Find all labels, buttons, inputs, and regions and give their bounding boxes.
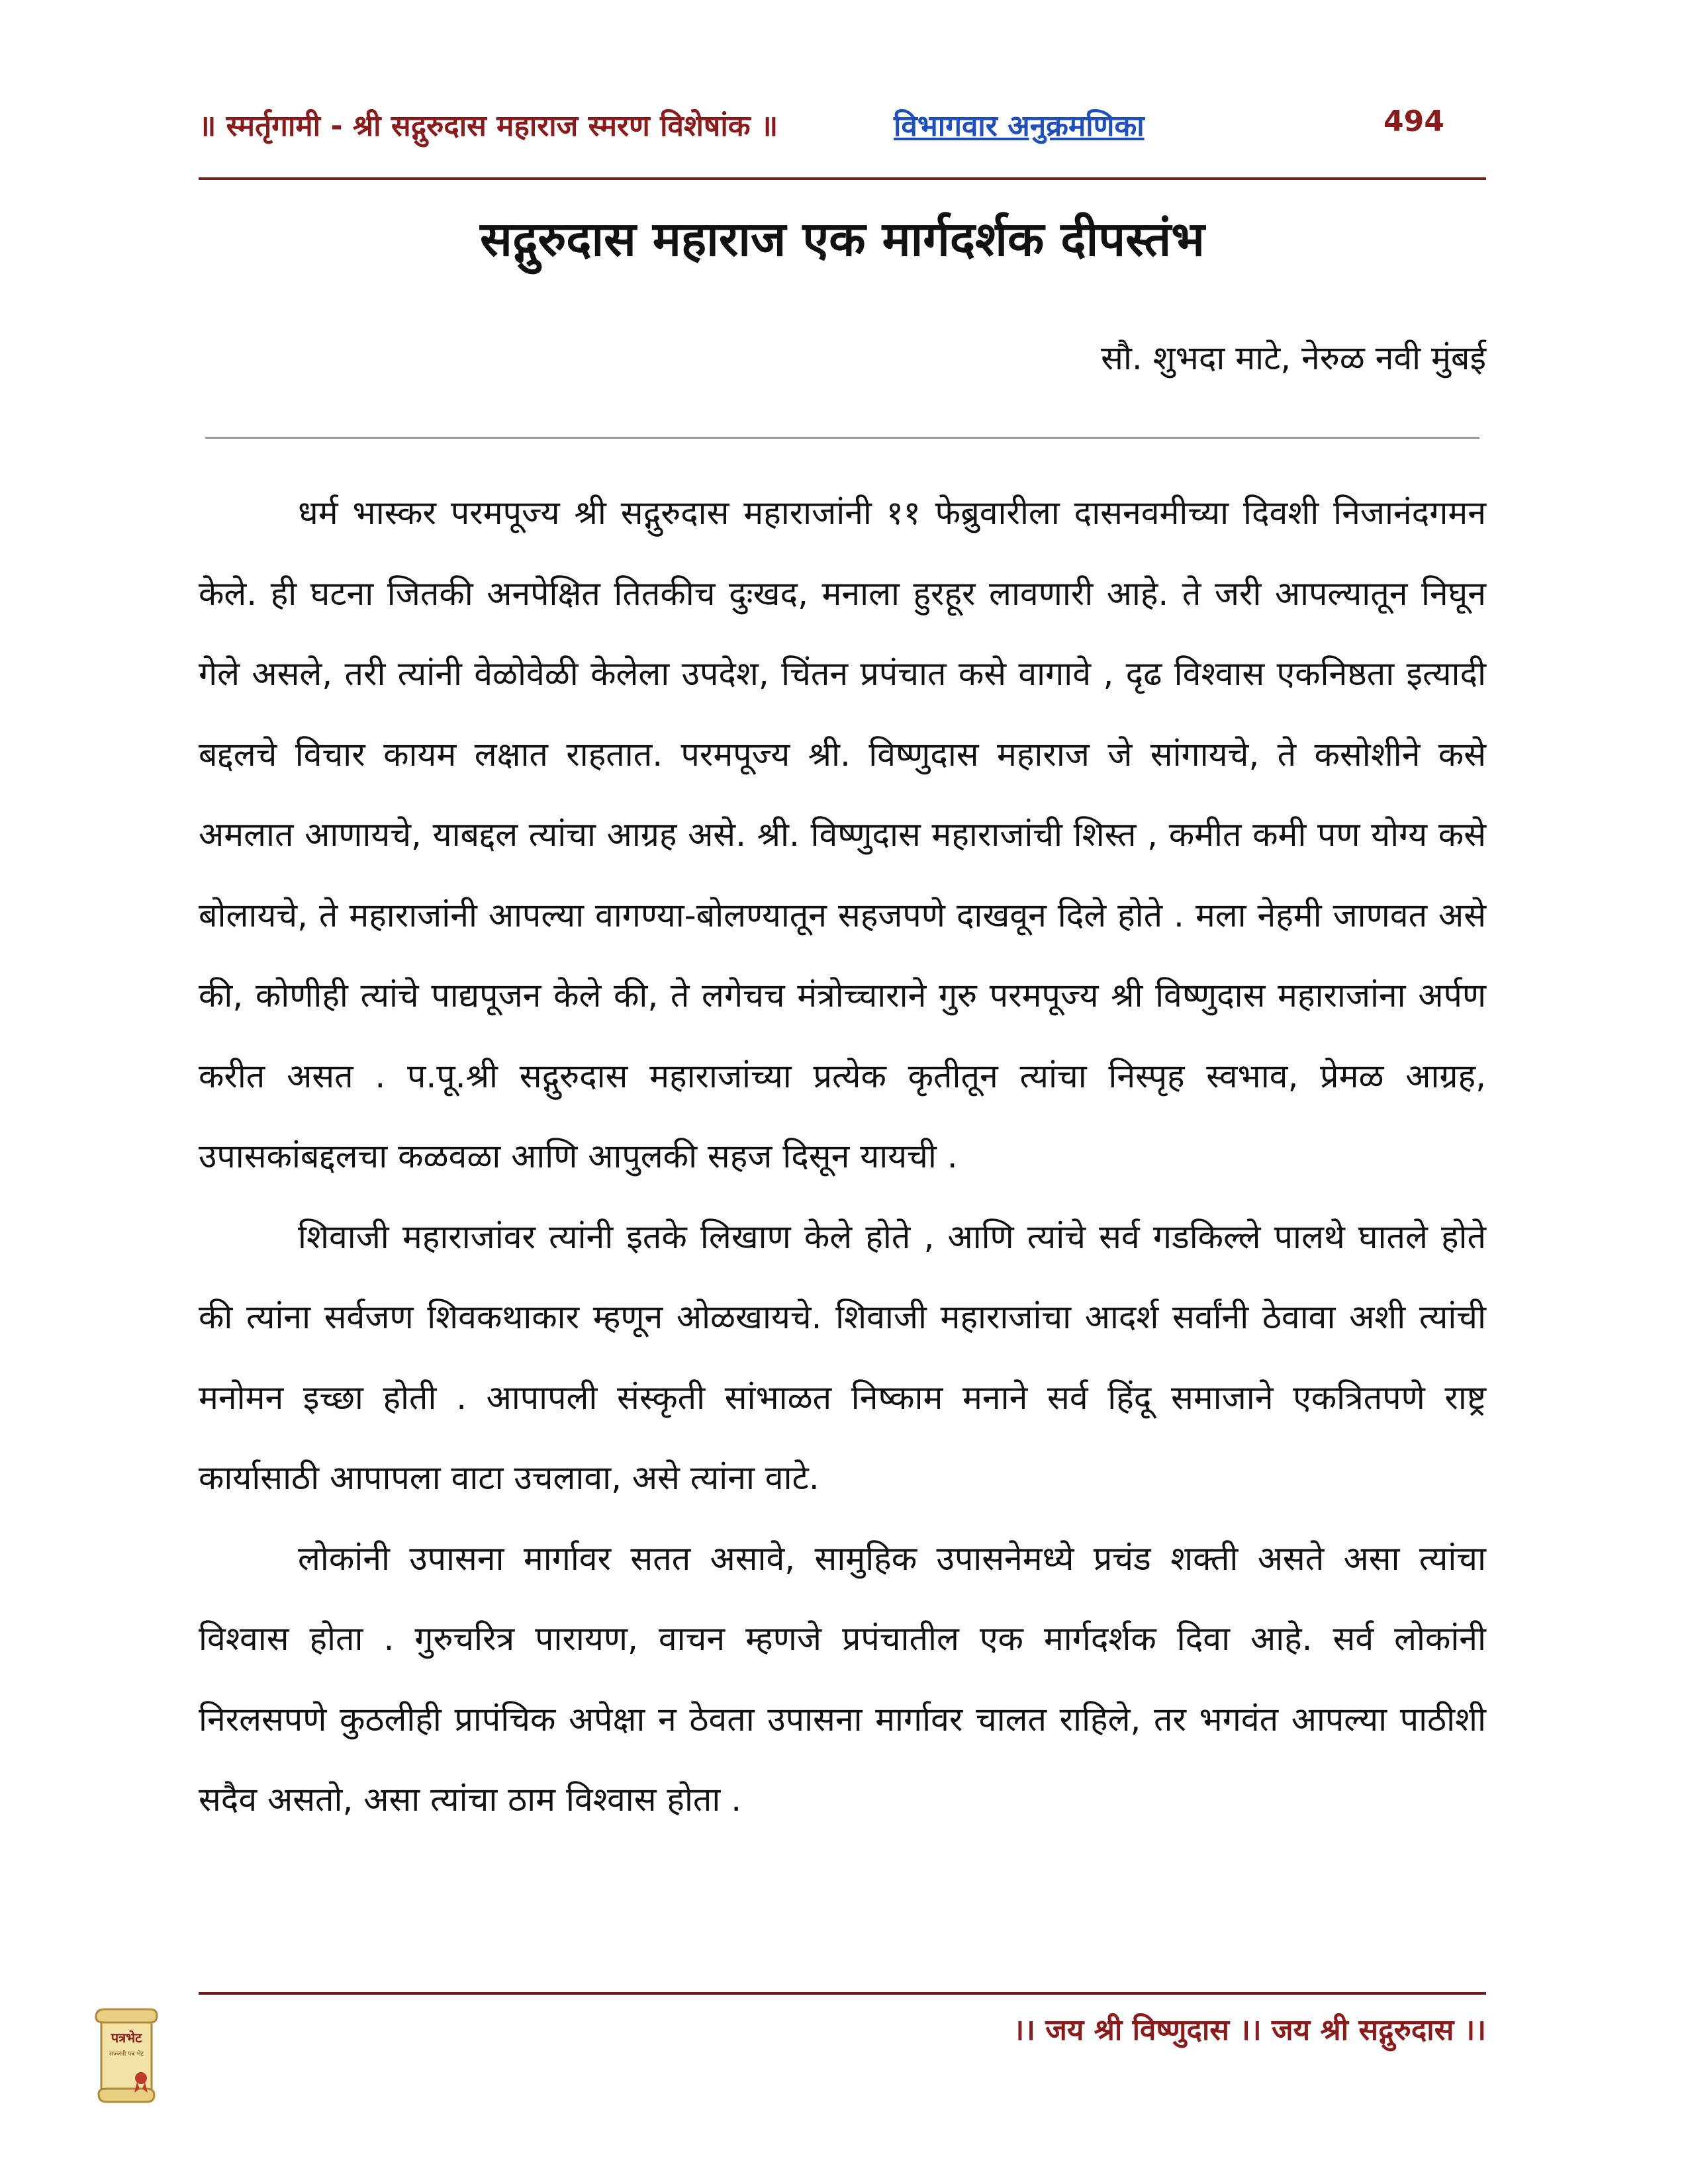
index-link[interactable]: विभागवार अनुक्रमणिका	[894, 109, 1145, 143]
paragraph-1: धर्म भास्कर परमपूज्य श्री सद्गुरुदास महाराजांनी ११ फेब्रुवारीला दासनवमीच्या दिवशी निजानंदगमन केले. ही घटना जितकी अनपेक्षित तितकीच दुःखद, मनाला हुरहूर लावणारी आहे. ते जरी आपल्यातून निघून गेले असले, तरी त्यांनी वेळोवेळी केलेला उपदेश, चिंतन प्रपंचात कसे वागावे , दृढ विश्वास एकनिष्ठता इत्यादी बद्दलचे विचार कायम लक्षात राहतात. परमपूज्य श्री. विष्णुदास महाराज जे सांगायचे, ते कसोशीने कसे अमलात आणायचे, याबद्दल त्यांचा आग्रह असे. श्री. विष्णुदास महाराजांची शिस्त , कमीत कमी पण योग्य कसे बोलायचे, ते महाराजांनी आपल्या वागण्या-बोलण्यातून सहजपणे दाखवून दिले होते . मला नेहमी जाणवत असे की, कोणीही त्यांचे पाद्यपूजन केले की, ते लगेचच मंत्रोच्चाराने गुरु परमपूज्य श्री विष्णुदास महाराजांना अर्पण करीत असत . प.पू.श्री सद्गुरुदास महाराजांच्या प्रत्येक कृतीतून त्यांचा निस्पृह स्वभाव, प्रेमळ आग्रह, उपासकांबद्दलचा कळवळा आणि आपुलकी सहज दिसून यायची .	[199, 494, 1486, 1175]
issue-title: ॥ स्मर्तृगामी - श्री सद्गुरुदास महाराज स्मरण विशेषांक ॥	[199, 109, 778, 143]
article-body	[199, 473, 1486, 1841]
page-header	[199, 99, 1443, 152]
page-number: 494	[1383, 105, 1444, 138]
title-divider	[205, 437, 1479, 439]
logo-tagline: सज्जनी पत्र भेट	[109, 2051, 144, 2058]
article-title: सद्गुरुदास महाराज एक मार्गदर्शक दीपस्तंभ	[480, 211, 1205, 267]
paragraph-2: शिवाजी महाराजांवर त्यांनी इतके लिखाण केले होते , आणि त्यांचे सर्व गडकिल्ले पालथे घातले होते की त्यांना सर्वजण शिवकथाकार म्हणून ओळखायचे. शिवाजी महाराजांचा आदर्श सर्वांनी ठेवावा अशी त्यांची मनोमन इच्छा होती . आपापली संस्कृती सांभाळत निष्काम मनाने सर्व हिंदू समाजाने एकत्रितपणे राष्ट्र कार्यासाठी आपापला वाटा उचलावा, असे त्यांना वाटे.	[199, 1217, 1486, 1497]
logo-text: पत्रभेट	[111, 2030, 142, 2046]
footer-divider	[199, 1992, 1486, 1995]
patrabhet-scroll-logo	[89, 2005, 162, 2105]
header-divider	[199, 177, 1486, 180]
paragraph-3: लोकांनी उपासना मार्गावर सतत असावे, सामुहिक उपासनेमध्ये प्रचंड शक्ती असते असा त्यांचा विश्वास होता . गुरुचरित्र पारायण, वाचन म्हणजे प्रपंचातील एक मार्गदर्शक दिवा आहे. सर्व लोकांनी निरलसपणे कुठलीही प्रापंचिक अपेक्षा न ठेवता उपासना मार्गावर चालत राहिले, तर भगवंत आपल्या पाठीशी सदैव असतो, असा त्यांचा ठाम विश्वास होता .	[199, 1539, 1486, 1819]
footer-text: ।। जय श्री विष्णुदास ।। जय श्री सद्गुरुदास ।।	[1013, 2013, 1486, 2047]
article-author: सौ. शुभदा माटे, नेरुळ नवी मुंबई	[1101, 339, 1486, 377]
